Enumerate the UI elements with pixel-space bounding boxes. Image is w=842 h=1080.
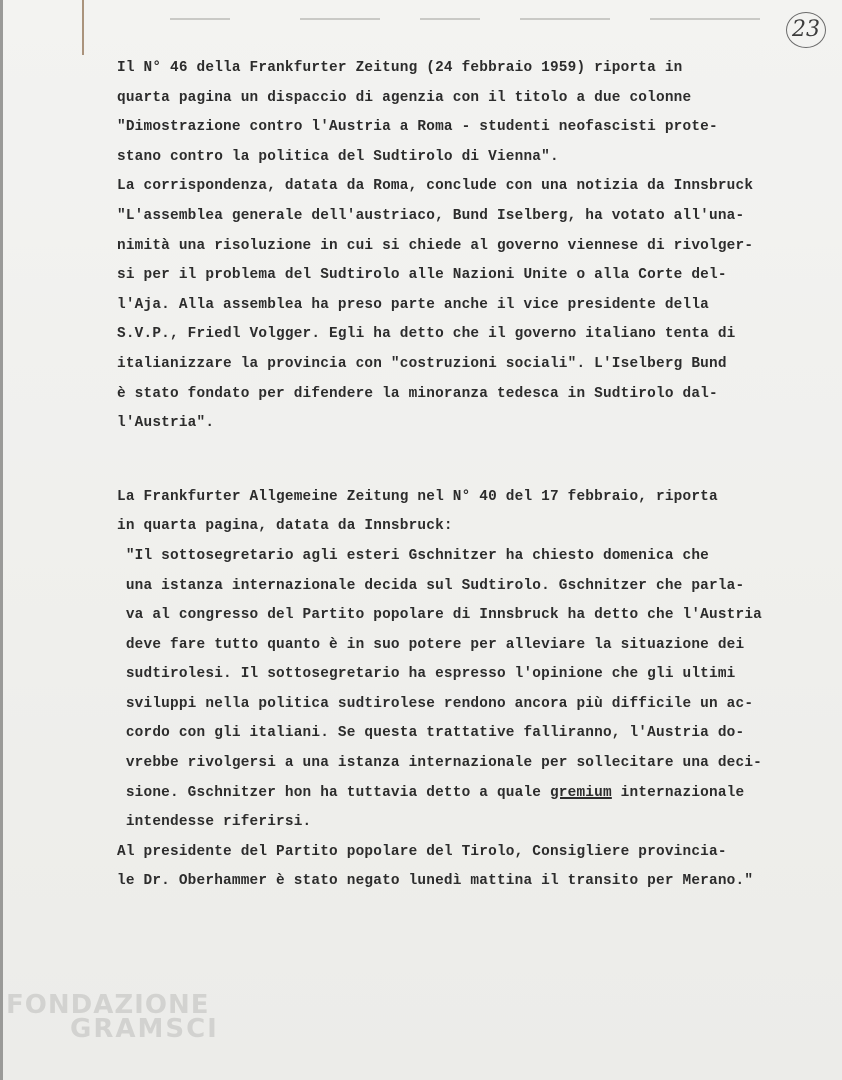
text-line: La corrispondenza, datata da Roma, conclude con una notizia da Innsbruck — [117, 178, 754, 195]
text-line: Al presidente del Partito popolare del Tirolo, Consigliere provincia- — [117, 843, 727, 860]
watermark-line-1: FONDAZIONE — [6, 990, 210, 1020]
text-line: l'Aja. Alla assemblea ha preso parte anche il vice presidente della — [117, 296, 709, 313]
header-smudge — [650, 18, 760, 20]
watermark-logo — [6, 990, 219, 1044]
text-line: vrebbe rivolgersi a una istanza internazionale per sollecitare una deci- — [117, 755, 763, 772]
text-line: intendesse riferirsi. — [117, 814, 312, 831]
text-line: "L'assemblea generale dell'austriaco, Bund Iselberg, ha votato all'una- — [117, 207, 745, 224]
text-line: è stato fondato per difendere la minoranza tedesca in Sudtirolo dal- — [117, 385, 718, 402]
text-line: italianizzare la provincia con "costruzioni sociali". L'Iselberg Bund — [117, 355, 727, 372]
binding-mark — [82, 0, 84, 55]
text-line: una istanza internazionale decida sul Sudtirolo. Gschnitzer che parla- — [117, 577, 745, 594]
typed-text — [117, 54, 829, 897]
watermark-line-2: GRAMSCI — [70, 1014, 219, 1044]
text-line: quarta pagina un dispaccio di agenzia con il titolo a due colonne — [117, 89, 692, 106]
header-smudge — [520, 18, 610, 20]
text-line: sudtirolesi. Il sottosegretario ha espresso l'opinione che gli ultimi — [117, 666, 736, 683]
text-line: le Dr. Oberhammer è stato negato lunedì mattina il transito per Merano." — [117, 873, 754, 890]
text-line: Il N° 46 della Frankfurter Zeitung (24 febbraio 1959) riporta in — [117, 60, 683, 76]
text-line: si per il problema del Sudtirolo alle Nazioni Unite o alla Corte del- — [117, 267, 727, 284]
text-line: "Dimostrazione contro l'Austria a Roma - studenti neofascisti prote- — [117, 119, 718, 136]
text-line: l'Austria". — [117, 415, 215, 432]
text-line: La Frankfurter Allgemeine Zeitung nel N° 40 del 17 febbraio, riporta — [117, 488, 718, 505]
line-continuation: internazionale — [611, 784, 745, 801]
underlined-word: gremium — [549, 784, 612, 801]
text-line: in quarta pagina, datata da Innsbruck: — [117, 518, 453, 535]
text-line: va al congresso del Partito popolare di Innsbruck ha detto che l'Austria — [117, 607, 763, 624]
text-line: cordo con gli italiani. Se questa trattative falliranno, l'Austria do- — [117, 725, 745, 742]
text-line: sviluppi nella politica sudtirolese rendono ancora più difficile un ac- — [117, 695, 754, 712]
paragraph-1 — [117, 54, 829, 439]
text-line: S.V.P., Friedl Volgger. Egli ha detto che il governo italiano tenta di — [117, 326, 736, 343]
text-line: nimità una risoluzione in cui si chiede al governo viennese di rivolger- — [117, 237, 754, 254]
paragraph-2 — [117, 483, 829, 897]
page-edge — [0, 0, 3, 1080]
text-line: sione. Gschnitzer hon ha tuttavia detto a quale gremium internazionale — [117, 784, 745, 801]
header-smudge — [300, 18, 380, 20]
header-smudge — [170, 18, 230, 20]
text-line: "Il sottosegretario agli esteri Gschnitzer ha chiesto domenica che — [117, 547, 709, 564]
header-smudge — [420, 18, 480, 20]
text-line: stano contro la politica del Sudtirolo di Vienna". — [117, 148, 559, 165]
paragraph-gap — [117, 439, 829, 483]
page-number: 23 — [786, 12, 826, 48]
text-line: deve fare tutto quanto è in suo potere per alleviare la situazione dei — [117, 636, 745, 653]
